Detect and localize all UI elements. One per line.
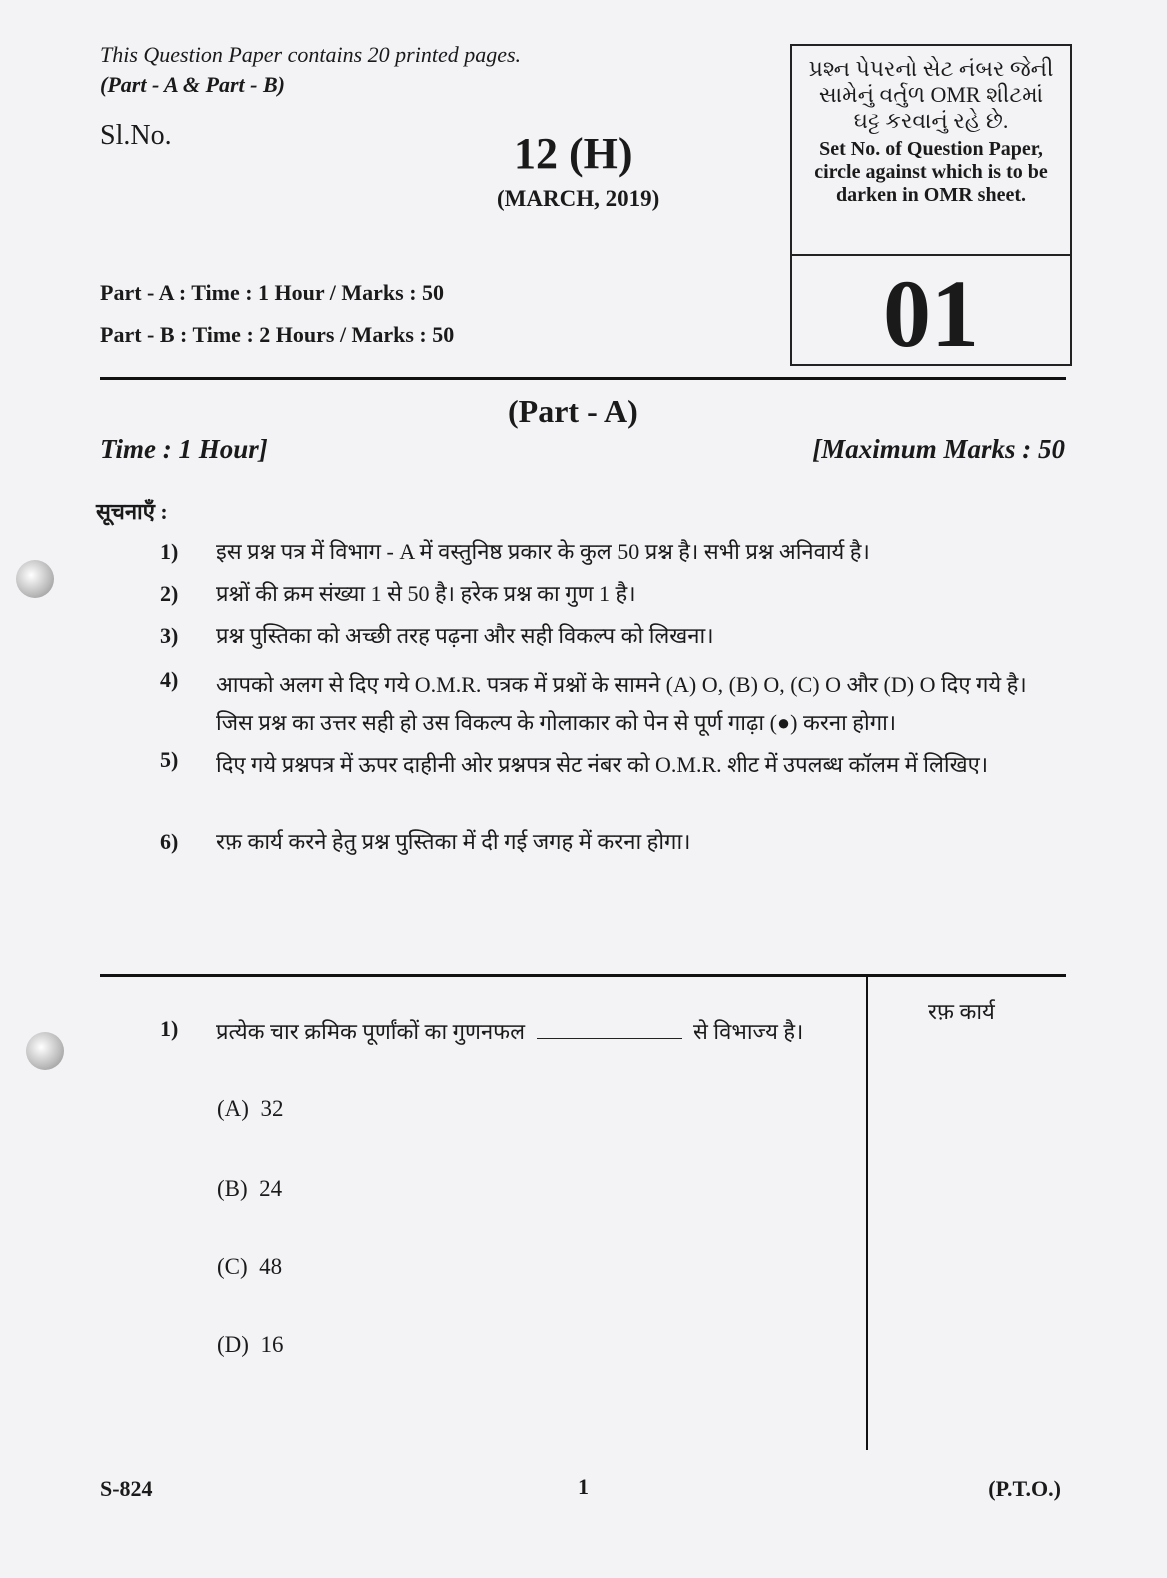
- exam-date: (MARCH, 2019): [497, 186, 660, 211]
- rough-work-divider: [866, 976, 868, 1450]
- set-number: 01: [883, 260, 979, 367]
- option-label: (B): [217, 1176, 248, 1201]
- gujarati-line-1: પ્રશ્ન પેપરનો સેટ નંબર જેની: [808, 56, 1054, 81]
- instruction-num: 4): [160, 667, 179, 692]
- option-value: 48: [259, 1254, 283, 1279]
- instruction-text: प्रश्न पुस्तिका को अच्छी तरह पढ़ना और सही विकल्प को लिखना।: [216, 623, 714, 648]
- pages-note: This Question Paper contains 20 printed pages.: [100, 42, 522, 67]
- sl-no-label: Sl.No.: [100, 120, 172, 151]
- english-line-2: circle against which is to be: [814, 161, 1048, 183]
- english-line-1: Set No. of Question Paper,: [819, 138, 1043, 160]
- english-line-3: darken in OMR sheet.: [836, 184, 1026, 206]
- instruction-text: प्रश्नों की क्रम संख्या 1 से 50 है। हरेक प्रश्न का गुण 1 है।: [216, 581, 636, 606]
- pto: (P.T.O.): [988, 1476, 1061, 1501]
- instruction-num: 1): [160, 539, 179, 564]
- punch-hole-bottom: [26, 1032, 64, 1070]
- instruction-text: आपको अलग से दिए गये O.M.R. पत्रक में प्रश्नों के सामने (A) O, (B) O, (C) O और (D) O दिए गये है। जिस प्रश्न का उत्तर सही हो उस विकल्प के गोलाकार को पेन से पूर्ण गाढ़ा (●) करना होगा।: [216, 672, 1027, 735]
- question-number: 1): [160, 1016, 179, 1041]
- instruction-text: इस प्रश्न पत्र में विभाग - A में वस्तुनिष्ठ प्रकार के कुल 50 प्रश्न है। सभी प्रश्न अनिवार्य है।: [216, 539, 870, 564]
- question-text-after: से विभाज्य है।: [693, 1019, 804, 1044]
- option-label: (D): [217, 1332, 249, 1357]
- instruction-num: 5): [160, 747, 179, 772]
- answer-blank: [537, 1038, 682, 1039]
- option-value: 32: [260, 1096, 284, 1121]
- option-value: 24: [259, 1176, 283, 1201]
- option-label: (C): [217, 1254, 248, 1279]
- part-a-title: (Part - A): [508, 393, 638, 429]
- instruction-text: दिए गये प्रश्नपत्र में ऊपर दाहीनी ओर प्रश्नपत्र सेट नंबर को O.M.R. शीट में उपलब्ध कॉलम में लिखिए।: [216, 752, 989, 777]
- header-divider: [100, 377, 1066, 380]
- footer-code: S-824: [100, 1476, 153, 1501]
- option-label: (A): [217, 1096, 249, 1121]
- parts-note: (Part - A & Part - B): [100, 72, 285, 97]
- question-divider: [100, 974, 1066, 977]
- option-a: [217, 1096, 283, 1122]
- part-b-time: Part - B : Time : 2 Hours / Marks : 50: [100, 322, 455, 347]
- gujarati-line-2: સામેનું વર્તુળ OMR શીટમાં: [818, 82, 1044, 107]
- instructions-heading: सूचनाएँ :: [96, 499, 168, 524]
- option-d: [217, 1332, 283, 1358]
- option-c: [217, 1254, 282, 1280]
- instruction-num: 6): [160, 829, 179, 854]
- instruction-text: रफ़ कार्य करने हेतु प्रश्न पुस्तिका में दी गई जगह में करना होगा।: [216, 829, 691, 854]
- option-b: [217, 1176, 282, 1202]
- punch-hole-top: [16, 560, 54, 598]
- rough-work-label: रफ़ कार्य: [928, 999, 995, 1024]
- paper-code: 12 (H): [514, 129, 633, 178]
- instruction-num: 3): [160, 623, 179, 648]
- option-value: 16: [260, 1332, 284, 1357]
- max-marks: [Maximum Marks : 50: [812, 434, 1065, 464]
- instruction-num: 2): [160, 581, 179, 606]
- question-text-before: प्रत्येक चार क्रमिक पूर्णांकों का गुणनफल: [216, 1019, 526, 1044]
- part-a-time: Part - A : Time : 1 Hour / Marks : 50: [100, 280, 445, 305]
- set-number-box: [790, 44, 1072, 366]
- question-text: [216, 1016, 803, 1046]
- part-a-time: Time : 1 Hour]: [100, 434, 268, 464]
- gujarati-line-3: ઘટ્ટ કરવાનું રહે છે.: [853, 108, 1009, 133]
- page-number: 1: [578, 1474, 589, 1499]
